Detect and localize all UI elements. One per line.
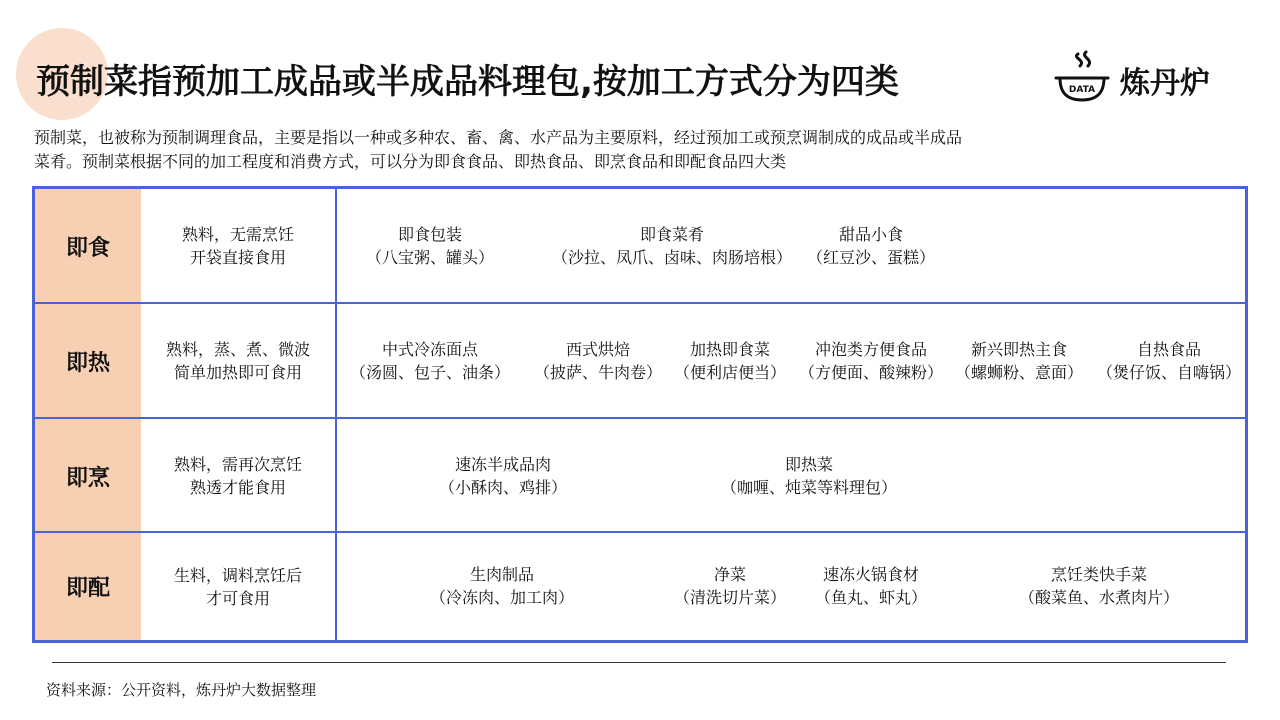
list-item bbox=[366, 223, 494, 269]
item-name: 新兴即热主食 bbox=[970, 340, 1068, 359]
category-label: 即配 bbox=[35, 533, 141, 640]
item-examples: （冷冻肉、加工肉） bbox=[429, 588, 575, 607]
list-item bbox=[807, 223, 935, 269]
description-line: 熟料，需再次烹饪 bbox=[173, 455, 302, 474]
list-item bbox=[815, 563, 927, 609]
description-line: 简单加热即可食用 bbox=[173, 363, 302, 382]
item-list bbox=[337, 189, 1245, 303]
item-list bbox=[337, 304, 1245, 418]
item-name: 净菜 bbox=[713, 565, 747, 584]
category-description bbox=[141, 533, 337, 640]
item-examples: （鱼丸、虾丸） bbox=[814, 588, 928, 607]
item-examples: （螺蛳粉、意面） bbox=[954, 363, 1084, 382]
footer-divider bbox=[52, 662, 1226, 663]
item-examples: （披萨、牛肉卷） bbox=[533, 363, 663, 382]
table-row bbox=[35, 533, 1245, 640]
description-line: 生料，调料烹饪后 bbox=[173, 565, 302, 585]
brand-logo bbox=[1052, 48, 1242, 104]
item-name: 速冻半成品肉 bbox=[454, 455, 552, 474]
logo-text: 炼丹炉 bbox=[1120, 66, 1210, 101]
item-examples: （方便面、酸辣粉） bbox=[798, 363, 944, 382]
list-item bbox=[1019, 563, 1179, 609]
table-row bbox=[35, 304, 1245, 418]
item-list bbox=[337, 533, 1245, 640]
item-name: 即热菜 bbox=[784, 455, 834, 474]
table-row bbox=[35, 189, 1245, 303]
item-name: 即食菜肴 bbox=[639, 225, 705, 244]
item-name: 冲泡类方便食品 bbox=[814, 340, 928, 359]
item-examples: （沙拉、凤爪、卤味、肉肠培根） bbox=[551, 248, 793, 267]
list-item bbox=[721, 453, 897, 499]
category-description bbox=[141, 419, 337, 533]
item-name: 西式烘焙 bbox=[565, 340, 631, 359]
category-label: 即食 bbox=[35, 189, 141, 303]
list-item bbox=[955, 338, 1083, 384]
description-line: 熟料，无需烹饪 bbox=[181, 225, 294, 244]
description-line: 开袋直接食用 bbox=[189, 248, 286, 267]
intro-paragraph bbox=[34, 126, 1234, 174]
list-item bbox=[439, 453, 567, 499]
item-name: 烹饪类快手菜 bbox=[1050, 565, 1148, 584]
list-item bbox=[534, 338, 662, 384]
item-name: 速冻火锅食材 bbox=[822, 565, 920, 584]
item-examples: （煲仔饭、自嗨锅） bbox=[1096, 363, 1242, 382]
item-examples: （酸菜鱼、水煮肉片） bbox=[1018, 588, 1180, 607]
category-description bbox=[141, 304, 337, 418]
item-name: 甜品小食 bbox=[838, 225, 904, 244]
item-examples: （便利店便当） bbox=[673, 363, 787, 382]
category-label: 即热 bbox=[35, 304, 141, 418]
item-examples: （红豆沙、蛋糕） bbox=[806, 248, 936, 267]
page-title: 预制菜指预加工成品或半成品料理包,按加工方式分为四类 bbox=[36, 62, 899, 102]
list-item bbox=[350, 338, 510, 384]
description-line: 熟料，蒸、煮、微波 bbox=[165, 340, 310, 359]
item-name: 自热食品 bbox=[1136, 340, 1202, 359]
item-examples: （清洗切片菜） bbox=[673, 588, 787, 607]
list-item bbox=[1097, 338, 1241, 384]
source-note: 资料来源：公开资料，炼丹炉大数据整理 bbox=[46, 681, 317, 699]
intro-line: 预制菜，也被称为预制调理食品，主要是指以一种或多种农、畜、禽、水产品为主要原料，经过预加工或预烹调制成的成品或半成品 bbox=[34, 128, 963, 147]
intro-line: 菜肴。预制菜根据不同的加工程度和消费方式，可以分为即食食品、即热食品、即烹食品和即配食品四大类 bbox=[34, 152, 787, 171]
list-item bbox=[799, 338, 943, 384]
item-name: 加热即食菜 bbox=[689, 340, 771, 359]
item-examples: （汤圆、包子、油条） bbox=[349, 363, 511, 382]
item-name: 生肉制品 bbox=[469, 565, 535, 584]
item-name: 中式冷冻面点 bbox=[381, 340, 479, 359]
item-name: 即食包装 bbox=[397, 225, 463, 244]
item-list bbox=[337, 419, 1245, 533]
item-examples: （小酥肉、鸡排） bbox=[438, 478, 568, 497]
list-item bbox=[552, 223, 792, 269]
list-item bbox=[674, 338, 786, 384]
logo-icon-label: DATA bbox=[1068, 85, 1096, 95]
category-table bbox=[32, 186, 1248, 643]
description-line: 才可食用 bbox=[205, 588, 270, 608]
item-examples: （八宝粥、罐头） bbox=[365, 248, 495, 267]
table-row bbox=[35, 419, 1245, 533]
category-label: 即烹 bbox=[35, 419, 141, 533]
category-description bbox=[141, 189, 337, 303]
item-examples: （咖喱、炖菜等料理包） bbox=[720, 478, 898, 497]
description-line: 熟透才能食用 bbox=[189, 478, 286, 497]
list-item bbox=[430, 563, 574, 609]
cooking-pot-icon bbox=[1052, 48, 1112, 104]
list-item bbox=[674, 563, 786, 609]
